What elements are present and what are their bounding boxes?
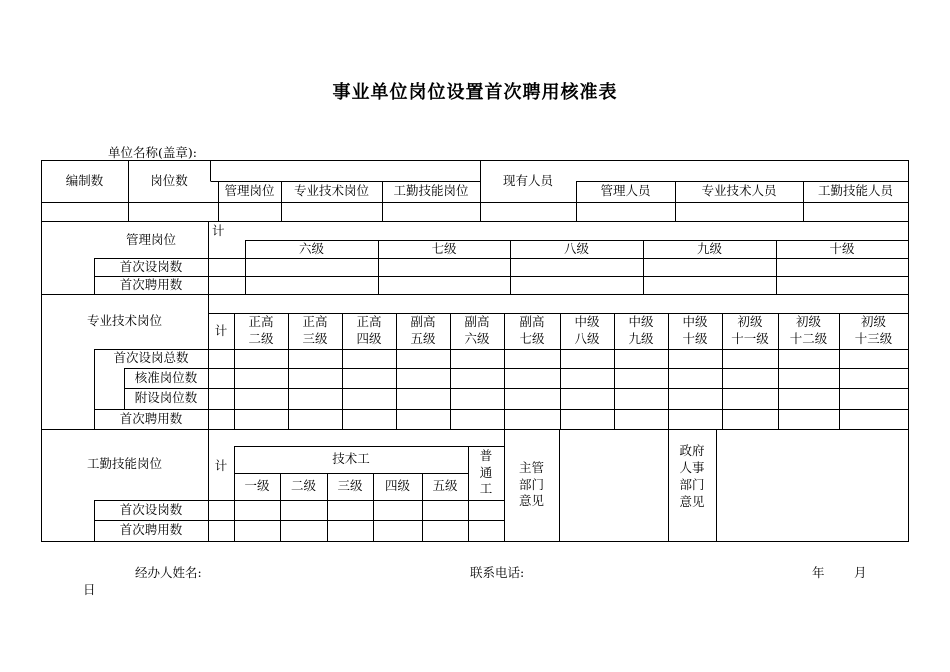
technical-grade: 初级 十三级: [854, 314, 893, 346]
technical-grade: 副高 六级: [464, 314, 490, 346]
skill-grade: 二级: [290, 478, 316, 494]
skill-staff-header: 工勤技能人员: [817, 183, 893, 199]
technical-grade: 副高 七级: [519, 314, 545, 346]
skill-grade: 三级: [337, 478, 363, 494]
management-grade: 十级: [829, 240, 855, 256]
positions-header: 岗位数: [150, 172, 188, 188]
technical-grade: 正高 三级: [302, 314, 328, 346]
management-grade: 六级: [298, 240, 324, 256]
phone-label: 联系电话:: [470, 565, 525, 580]
month-label: 月: [854, 565, 867, 580]
management-grade: 九级: [696, 240, 722, 256]
technical-grade: 中级 九级: [628, 314, 654, 346]
day-label: 日: [83, 582, 96, 597]
mgmt-post-header: 管理岗位: [224, 183, 275, 199]
technical-grade: 中级 八级: [574, 314, 600, 346]
technical-grade: 初级 十一级: [731, 314, 769, 346]
technical-grade: 初级 十二级: [789, 314, 828, 346]
skill-total-label: 计: [214, 457, 228, 473]
page-title: 事业单位岗位设置首次聘用核准表: [332, 82, 618, 103]
skill-section-label: 工勤技能岗位: [86, 456, 162, 472]
management-section-label: 管理岗位: [125, 231, 176, 247]
skill-grade: 一级: [244, 478, 270, 494]
unit-name-label: 单位名称(盖章):: [108, 145, 197, 160]
gov-opinion-label: 政府 人事 部门 意见: [679, 443, 705, 509]
tech-post-header: 专业技术岗位: [293, 183, 369, 199]
skill-grade: 五级: [432, 478, 458, 494]
skill-post-header: 工勤技能岗位: [393, 183, 469, 199]
handler-name-label: 经办人姓名:: [135, 565, 202, 580]
management-total-label: 计: [212, 222, 225, 238]
technical-grade: 中级 十级: [682, 314, 708, 346]
skill-grade: 四级: [384, 478, 410, 494]
technical-row-label: 首次聘用数: [119, 410, 183, 426]
year-label: 年: [812, 565, 825, 580]
technical-total-label: 计: [214, 322, 228, 338]
technical-row-label: 核准岗位数: [134, 369, 198, 385]
technical-row-label: 附设岗位数: [134, 390, 198, 406]
staffing-header: 编制数: [65, 172, 104, 188]
management-row-label: 首次聘用数: [119, 276, 183, 292]
general-worker-header: 普 通 工: [479, 447, 493, 497]
technical-grade: 正高 二级: [248, 314, 274, 346]
technical-section-label: 专业技术岗位: [86, 313, 162, 329]
technical-grade: 正高 四级: [356, 314, 382, 346]
skill-row-label: 首次聘用数: [119, 522, 183, 538]
tech-worker-header: 技术工: [332, 451, 370, 467]
tech-staff-header: 专业技术人员: [701, 183, 777, 199]
technical-grade: 副高 五级: [410, 314, 436, 346]
supervisor-opinion-label: 主管 部门 意见: [518, 459, 544, 509]
management-row-label: 首次设岗数: [119, 258, 183, 274]
technical-row-label: 首次设岗总数: [113, 350, 189, 366]
skill-row-label: 首次设岗数: [119, 501, 183, 517]
management-grade: 八级: [563, 240, 589, 256]
mgmt-staff-header: 管理人员: [600, 183, 651, 199]
management-grade: 七级: [431, 240, 457, 256]
current-staff-header: 现有人员: [502, 172, 553, 188]
